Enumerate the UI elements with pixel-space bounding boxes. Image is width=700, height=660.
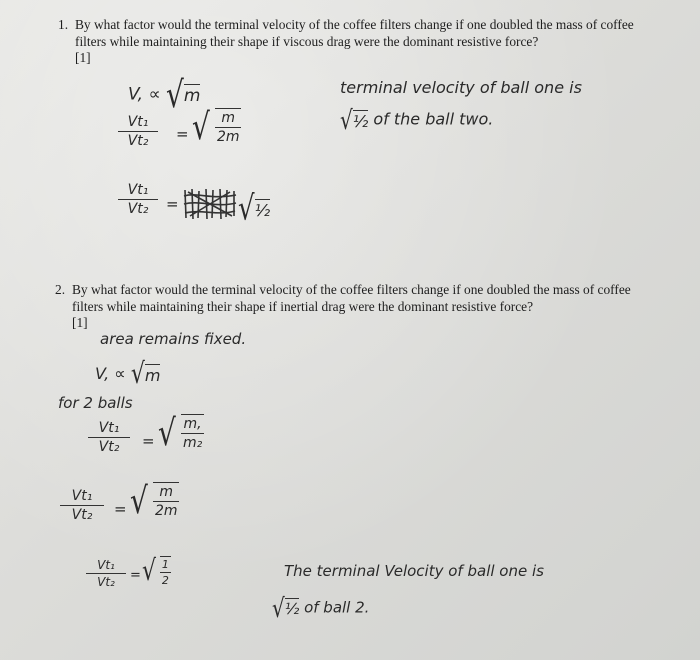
q1-note-line2-text: of the ball two.	[373, 109, 494, 129]
q2-note-line2	[272, 592, 370, 624]
q2-eq1-rhs: √ $\frac{m,}{\text{m₂}}$	[158, 411, 203, 454]
q2-eq3-rhs-fraction	[160, 558, 171, 587]
q2-eq2-rhs: √ $\frac{m}{2m}$	[130, 479, 178, 522]
q1-eq1-rhs-numerator: m	[221, 110, 236, 126]
q1-prop-text: V, ∝	[128, 84, 161, 105]
q2-prop-radicand: m	[144, 366, 161, 385]
question-1	[58, 17, 678, 67]
q1-note-line1: terminal velocity of ball one is	[340, 78, 582, 97]
q2-proportionality	[95, 358, 161, 391]
q2-eq3-denominator: Vt₂	[97, 575, 115, 589]
q1-eq1-denominator: Vt₂	[127, 133, 149, 149]
q2-eq3-lhs	[86, 558, 126, 589]
q2-eq3-rhs-numerator: 1	[161, 558, 169, 571]
q2-eq2-numerator: Vt₁	[71, 488, 93, 504]
q2-note-line1: The terminal Velocity of ball one is	[284, 562, 544, 580]
q1-eq1-rhs-fraction	[215, 110, 242, 145]
q2-eq2-rhs-bar	[153, 501, 180, 502]
q2-eq1-lhs	[88, 420, 130, 455]
q2-eq3-rhs: √ $\frac{1}{2}$	[142, 555, 169, 588]
q1-eq2-fraction-bar	[118, 199, 158, 200]
q2-for-balls: for 2 balls	[58, 394, 133, 412]
question-1-text: By what factor would the terminal velocity of the coffee filters change if one doubled the mass of coffee filters while maintaining their shape if viscous drag were the dominant resistive force?	[75, 17, 634, 49]
q2-prop-sqrt: √m	[130, 358, 161, 391]
q1-eq1-numerator: Vt₁	[127, 114, 149, 130]
q2-eq2-rhs-numerator: m	[159, 484, 174, 500]
q2-eq1-rhs-fraction	[181, 416, 204, 451]
q2-eq1-equals: =	[142, 432, 155, 450]
q1-note-radicand: ½	[352, 111, 369, 131]
q2-eq1-denominator: Vt₂	[98, 439, 120, 455]
q2-eq2-rhs-denominator: 2m	[154, 503, 178, 519]
scribble-mark	[182, 186, 238, 222]
q2-eq2-rhs-fraction	[153, 484, 180, 519]
q2-note-radicand: ½	[284, 600, 300, 618]
question-2-text: By what factor would the terminal velocity of the coffee filters change if one doubled the mass of coffee filters while maintaining their shape if inertial drag were the dominant resistive force?	[72, 282, 631, 314]
question-2	[55, 282, 680, 332]
q2-eq2-lhs	[60, 488, 104, 523]
question-2-number: 2.	[55, 282, 66, 297]
q2-eq3-rhs-bar	[160, 572, 171, 573]
q1-eq1-equals: =	[176, 125, 189, 143]
q2-eq3-fraction-bar	[86, 573, 126, 574]
q2-eq1-rhs-numerator: m,	[183, 416, 202, 432]
q1-eq1-fraction-bar	[118, 131, 158, 132]
q2-eq1-rhs-denominator: m₂	[182, 435, 203, 451]
q2-eq2-denominator: Vt₂	[71, 507, 93, 523]
q1-eq2-equals: =	[166, 195, 179, 213]
q2-eq3-equals: =	[130, 568, 141, 583]
q1-note-sqrt: √½	[340, 104, 369, 136]
q1-prop-radicand: m	[183, 85, 201, 106]
q1-eq1-rhs: √ $\frac{m}{2m}$	[192, 105, 240, 148]
q2-note-sqrt: √½	[272, 592, 300, 624]
q1-eq2-rhs: √½	[238, 189, 271, 229]
q1-eq1-rhs-denominator: 2m	[216, 129, 240, 145]
q2-eq1-fraction-bar	[88, 437, 130, 438]
q2-eq1-rhs-bar	[181, 433, 204, 434]
q2-eq3-numerator: Vt₁	[97, 558, 115, 572]
q1-eq1-rhs-bar	[215, 127, 242, 128]
q1-note-line2	[340, 104, 494, 136]
q1-proportionality	[128, 73, 201, 116]
q2-eq1-numerator: Vt₁	[98, 420, 120, 436]
q1-eq2-numerator: Vt₁	[127, 182, 149, 198]
q1-eq2-denominator: Vt₂	[127, 201, 149, 217]
q2-eq2-fraction-bar	[60, 505, 104, 506]
q2-eq2-equals: =	[114, 500, 127, 518]
question-1-number: 1.	[58, 17, 69, 32]
q1-eq2-rhs-radicand: ½	[254, 200, 271, 220]
question-1-points: [1]	[75, 50, 91, 65]
question-1-body	[75, 17, 660, 67]
q2-eq3-rhs-denominator: 2	[161, 574, 169, 587]
question-2-body	[72, 282, 657, 332]
q2-prop-text: V, ∝	[95, 364, 126, 383]
q1-prop-sqrt: √m	[166, 73, 201, 116]
q2-area-note: area remains fixed.	[100, 330, 247, 348]
q1-eq1-lhs	[118, 114, 158, 149]
q2-note-line2-text: of ball 2.	[304, 598, 370, 617]
question-2-points: [1]	[72, 315, 88, 330]
q1-eq2-lhs	[118, 182, 158, 217]
